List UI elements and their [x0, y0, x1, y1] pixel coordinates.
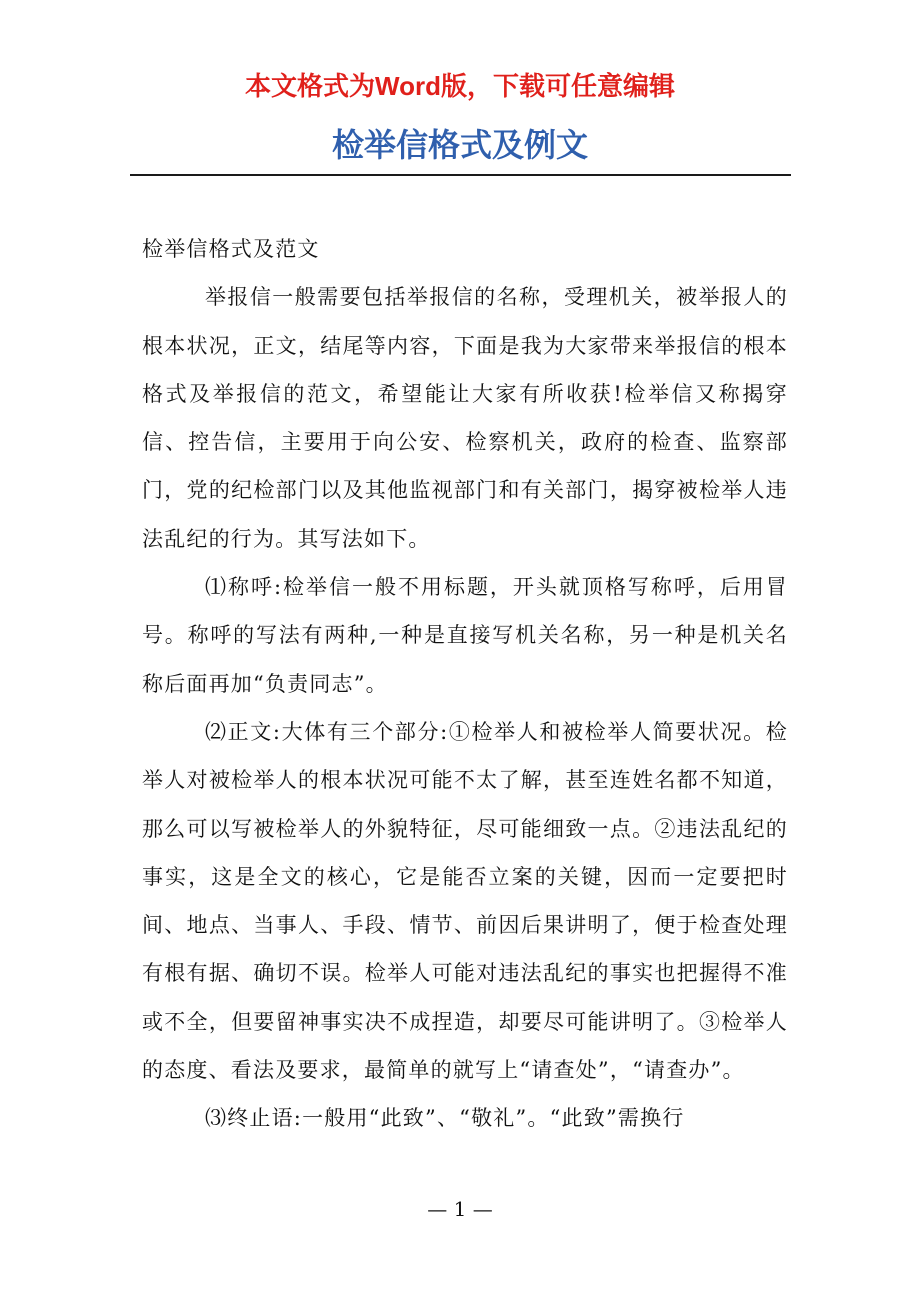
document-title: 检举信格式及例文 [331, 127, 588, 163]
page-number: — 1 — [427, 1197, 493, 1221]
closing-paragraph: ⑶终止语:一般用“此致”、“敬礼”。“此致”需换行 [205, 1106, 685, 1131]
document-subtitle: 检举信格式及范文 [142, 237, 320, 261]
document-body [142, 225, 788, 1143]
title-divider [130, 174, 791, 176]
intro-paragraph: 举报信一般需要包括举报信的名称，受理机关，被举报人的根本状况，正文，结尾等内容，下面是我为大家带来举报信的根本格式及举报信的范文，希望能让大家有所收获!检举信又称揭穿信、控告信，主要用于向公安、检察机关，政府的检查、监察部门，党的纪检部门以及其他监视部门和有关部门，揭穿被检举人违法乱纪的行为。其写法如下。 [142, 285, 788, 551]
download-banner: 本文格式为Word版，下载可任意编辑 [245, 71, 675, 101]
salutation-paragraph: ⑴称呼:检举信一般不用标题，开头就顶格写称呼，后用冒号。称呼的写法有两种,一种是直接写机关名称，另一种是机关名称后面再加“负责同志”。 [142, 575, 788, 696]
body-section-paragraph: ⑵正文:大体有三个部分:①检举人和被检举人简要状况。检举人对被检举人的根本状况可能不太了解，甚至连姓名都不知道，那么可以写被检举人的外貌特征，尽可能细致一点。②违法乱纪的事实，这是全文的核心，它是能否立案的关键，因而一定要把时间、地点、当事人、手段、情节、前因后果讲明了，便于检查处理有根有据、确切不误。检举人可能对违法乱纪的事实也把握得不准或不全，但要留神事实决不成捏造，却要尽可能讲明了。③检举人的态度、看法及要求，最简单的就写上“请查处”，“请查办”。 [142, 719, 788, 1083]
